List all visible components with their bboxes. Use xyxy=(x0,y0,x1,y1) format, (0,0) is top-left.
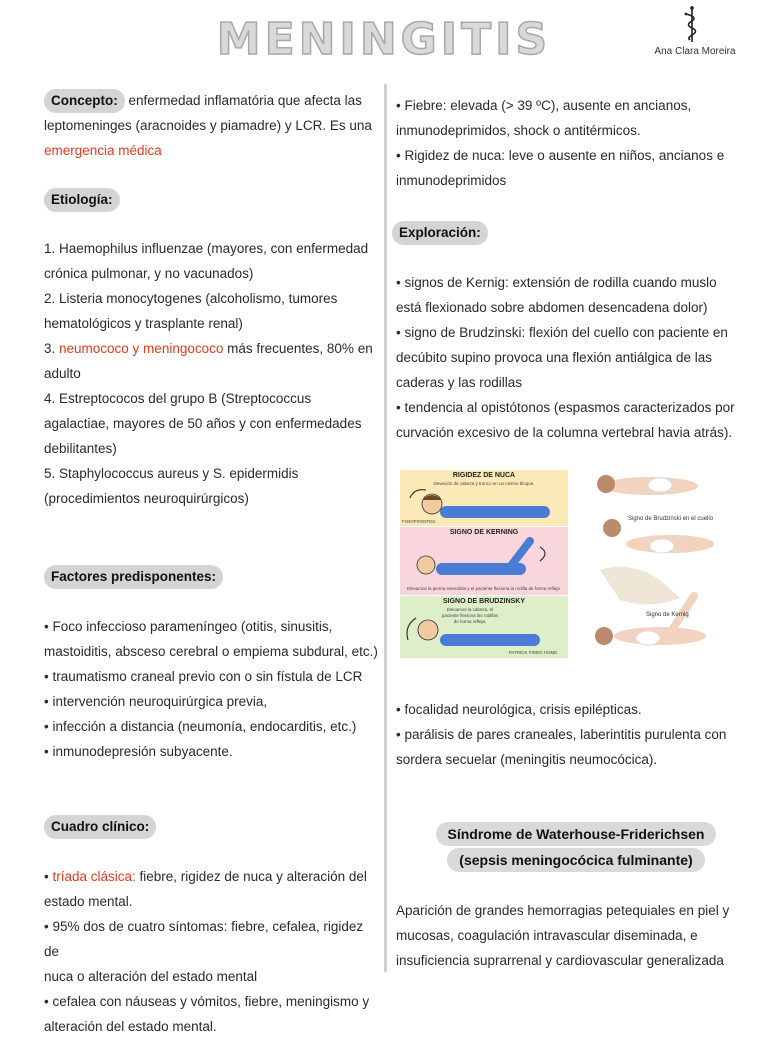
etiologia-item-1-line2: crónica pulmonar, y no vacunados) xyxy=(44,266,254,281)
cuadro-line: • tríada clásica: fiebre, rigidez de nuca y alteración del xyxy=(44,869,367,884)
factores-line: • inmunodepresión subyacente. xyxy=(44,744,233,759)
etiologia-item-4-line1: 4. Estreptococos del grupo B (Streptococcus xyxy=(44,391,312,406)
rigidez-nuca-title: RIGIDEZ DE NUCA xyxy=(452,472,516,479)
etiologia-item-2-line1: 2. Listeria monocytogenes (alcoholismo, tumores xyxy=(44,291,338,306)
waterhouse-line: mucosas, coagulación intravascular diseminada, e xyxy=(396,928,698,943)
etiologia-item-5-line2: (procedimientos neuroquirúrgicos) xyxy=(44,491,249,506)
etiologia-item-3-line2: adulto xyxy=(44,366,81,381)
cuadro-heading xyxy=(44,814,380,839)
brudzinsky-caption: Elevamos la cabeza, el paciente flexiona las rodillas de forma refleja. xyxy=(441,607,499,624)
exploracion-line: • signos de Kernig: extensión de rodilla cuando muslo xyxy=(396,275,717,290)
factores-line: mastoiditis, absceso cerebral o empiema subdural, etc.) xyxy=(44,644,378,659)
waterhouse-title-2: (sepsis meningocócica fulminante) xyxy=(447,848,704,872)
rigidez-nuca-panel xyxy=(400,470,568,526)
etiologia-item-4-line3: debilitantes) xyxy=(44,441,117,456)
infant-photos xyxy=(590,470,728,658)
sintomas-continuation xyxy=(396,93,736,193)
sintomas-line: • Fiebre: elevada (> 39 ºC), ausente en ancianos, xyxy=(396,98,692,113)
concepto-section xyxy=(44,88,380,163)
cuadro-label: Cuadro clínico: xyxy=(44,815,156,839)
factores-line: • intervención neuroquirúrgica previa, xyxy=(44,694,268,709)
sintomas-line: inmunodeprimidos, shock o antitérmicos. xyxy=(396,123,641,138)
exploracion-line: • tendencia al opistótonos (espasmos caracterizados por xyxy=(396,400,735,415)
etiologia-item-5-line1: 5. Staphylococcus aureus y S. epidermidis xyxy=(44,466,299,481)
waterhouse-description xyxy=(396,898,736,973)
findings-line: • focalidad neurológica, crisis epilépticas. xyxy=(396,702,642,717)
brudzinsky-title: SIGNO DE BRUDZINSKY xyxy=(442,598,526,605)
exploracion-label: Exploración: xyxy=(392,221,488,245)
exploracion-line: caderas y las rodillas xyxy=(396,375,523,390)
factores-list xyxy=(44,614,380,764)
cuadro-line: • cefalea con náuseas y vómitos, fiebre, meningismo y xyxy=(44,994,370,1009)
concepto-text-line2: leptomeninges (aracnoides y piamadre) y LCR. Es una xyxy=(44,118,372,133)
rigidez-nuca-credit: FISIOFRONTES xyxy=(402,519,436,524)
cuadro-list xyxy=(44,864,380,1039)
exploracion-heading xyxy=(392,220,732,245)
etiologia-item-3-emphasis: neumococo y meningococo xyxy=(59,341,224,356)
findings-line: sordera secuelar (meningitis neumocócica). xyxy=(396,752,658,767)
brudzinski-photo-caption: Signo de Brudzinski en el cuello xyxy=(628,516,714,522)
waterhouse-line: Aparición de grandes hemorragias petequiales en piel y xyxy=(396,903,730,918)
etiologia-item-2-line2: hematológicos y trasplante renal) xyxy=(44,316,243,331)
waterhouse-line: insuficiencia suprarrenal y cardiovascular generalizada xyxy=(396,953,724,968)
etiologia-heading xyxy=(44,187,380,212)
page-title: MENINGITIS xyxy=(216,14,552,65)
waterhouse-title-2-box xyxy=(384,848,768,872)
factores-line: • Foco infeccioso parameníngeo (otitis, sinusitis, xyxy=(44,619,333,634)
etiologia-label: Etiología: xyxy=(44,188,120,212)
etiologia-item-3-line1: 3. neumococo y meningococo más frecuentes, 80% en xyxy=(44,341,373,356)
kernig-photo-caption: Signo de Kernig xyxy=(646,612,689,618)
factores-label: Factores predisponentes: xyxy=(44,565,223,589)
etiologia-list xyxy=(44,236,380,511)
kerning-illustration xyxy=(400,537,568,583)
cuadro-line: • 95% dos de cuatro síntomas: fiebre, cefalea, rigidez de xyxy=(44,919,364,959)
waterhouse-title-1: Síndrome de Waterhouse-Friderichsen xyxy=(436,822,717,846)
factores-heading xyxy=(44,564,380,589)
cuadro-emphasis: tríada clásica: xyxy=(52,869,136,884)
more-findings-list xyxy=(396,697,736,772)
exploracion-line: • signo de Brudzinski: flexión del cuello con paciente en xyxy=(396,325,728,340)
etiologia-item-4-line2: agalactiae, mayores de 50 años y con enfermedades xyxy=(44,416,362,431)
waterhouse-title-1-box xyxy=(384,822,768,846)
sintomas-line: inmunodeprimidos xyxy=(396,173,507,188)
cuadro-line: nuca o alteración del estado mental xyxy=(44,969,258,984)
cuadro-line: estado mental. xyxy=(44,894,133,909)
exploracion-line: curvación excesivo de la columna vertebral havia atrás). xyxy=(396,425,733,440)
kerning-panel xyxy=(400,527,568,595)
exploracion-line: decúbito supino provoca una flexión antiálgica de las xyxy=(396,350,712,365)
meningeal-signs-figure xyxy=(400,470,728,660)
cuadro-line: alteración del estado mental. xyxy=(44,1019,217,1034)
factores-line: • infección a distancia (neumonía, endocarditis, etc.) xyxy=(44,719,357,734)
exploracion-list xyxy=(396,270,736,445)
concepto-text-line1: enfermedad inflamatória que afecta las xyxy=(124,93,362,108)
rigidez-nuca-caption: Deveción de cabeza y tronco en un mismo bloque. xyxy=(433,481,535,486)
findings-line: • parálisis de pares craneales, laberintitis purulenta con xyxy=(396,727,727,742)
concepto-label: Concepto: xyxy=(44,89,125,113)
kerning-title: SIGNO DE KERNING xyxy=(449,529,519,536)
brudzinsky-panel xyxy=(400,596,568,658)
kerning-caption: Elevamos la pierna extendida y el paciente flexiona la rodilla de forma refleja. xyxy=(406,586,562,591)
etiologia-item-1-line1: 1. Haemophilus influenzae (mayores, con enfermedad xyxy=(44,241,369,256)
caduceus-icon xyxy=(672,4,712,44)
brudzinsky-credit: PATRICK FIDEO HOME xyxy=(508,650,558,655)
author-name: Ana Clara Moreira xyxy=(654,46,736,57)
concepto-emphasis: emergencia médica xyxy=(44,143,162,158)
brudzinsky-illustration xyxy=(400,610,568,652)
factores-line: • traumatismo craneal previo con o sin fístula de LCR xyxy=(44,669,363,684)
exploracion-line: está flexionado sobre abdomen desencadena dolor) xyxy=(396,300,708,315)
sintomas-line: • Rigidez de nuca: leve o ausente en niños, ancianos e xyxy=(396,148,725,163)
